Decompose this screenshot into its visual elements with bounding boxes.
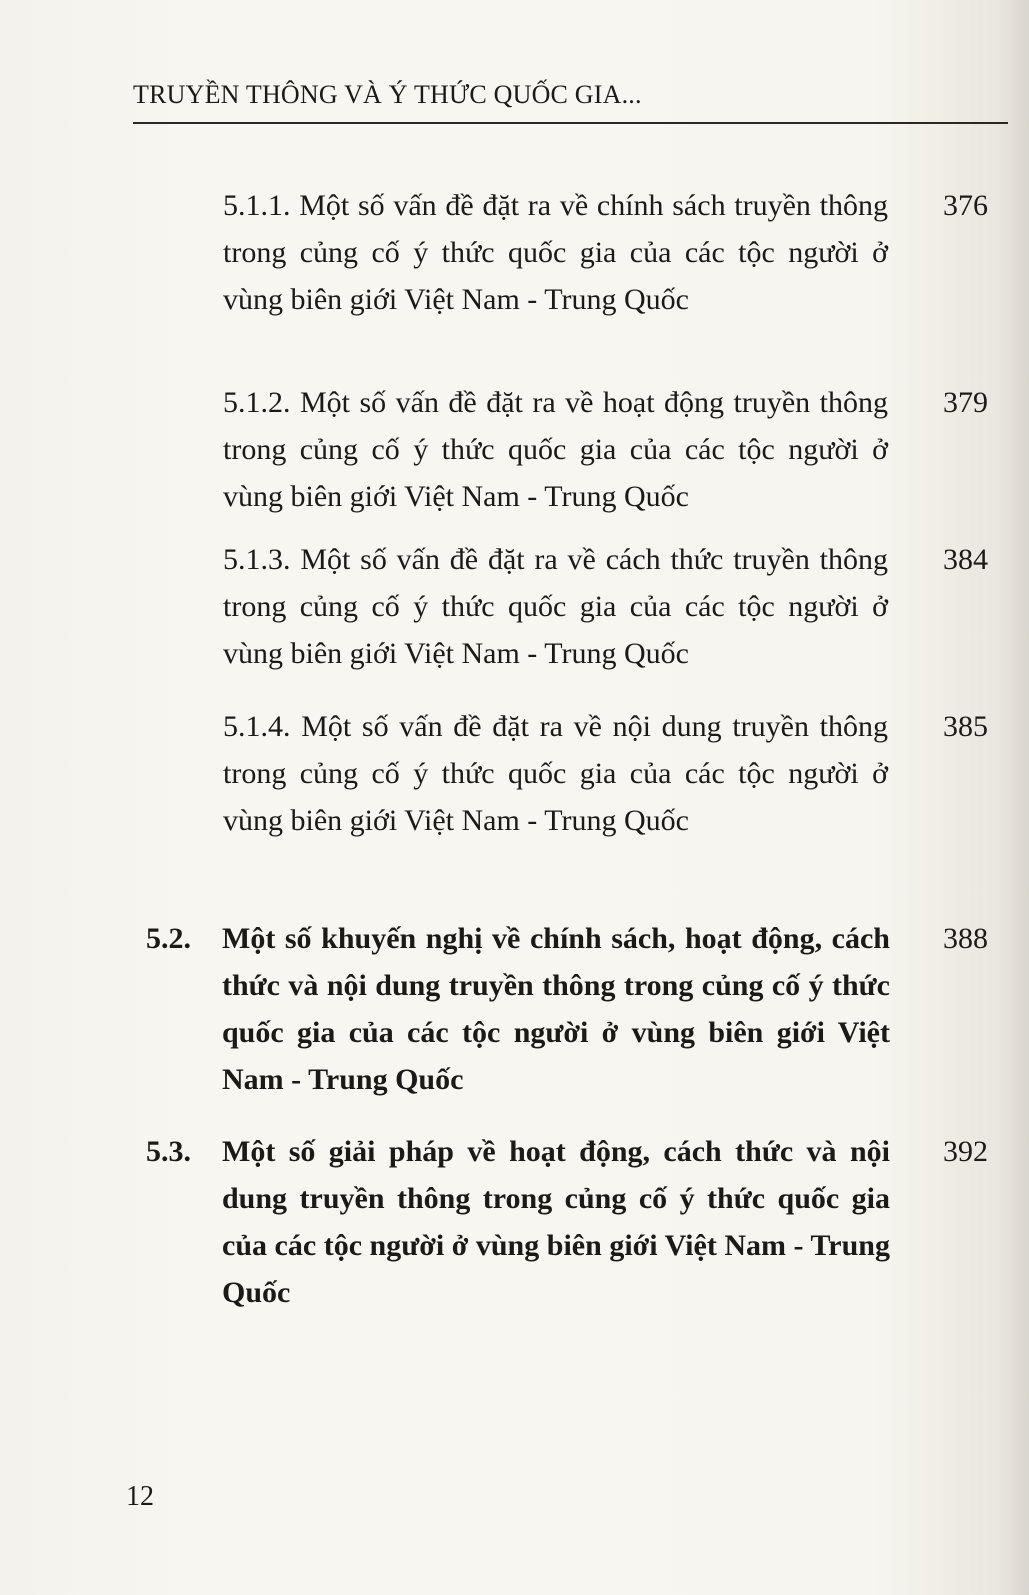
toc-entry-page: 388 — [943, 922, 988, 955]
toc-entry-text: 5.1.4. Một số vấn đề đặt ra về nội dung truyền thông trong củng cố ý thức quốc gia của các tộc người ở vùng biên giới Việt Nam - Trung Quốc — [223, 710, 888, 837]
toc-entry-page: 385 — [943, 710, 988, 743]
page-number: 12 — [126, 1481, 154, 1512]
toc-entry-page: 392 — [943, 1135, 988, 1168]
toc-entry-5-1-3 — [223, 536, 988, 677]
header-title: TRUYỀN THÔNG VÀ Ý THỨC QUỐC GIA... — [133, 80, 642, 109]
toc-entry-number: 5.2. — [146, 922, 191, 955]
running-header — [133, 76, 1008, 124]
toc-entry-number: 5.3. — [146, 1135, 191, 1168]
toc-entry-text: Một số giải pháp về hoạt động, cách thức và nội dung truyền thông trong củng cố ý thức quốc gia của các tộc người ở vùng biên giới Việt Nam - Trung Quốc — [222, 1135, 890, 1309]
toc-entry-text: 5.1.1. Một số vấn đề đặt ra về chính sách truyền thông trong củng cố ý thức quốc gia của các tộc người ở vùng biên giới Việt Nam - Trung Quốc — [223, 189, 888, 316]
toc-entry-page: 384 — [943, 543, 988, 576]
toc-entry-5-1-2 — [223, 379, 988, 520]
toc-entry-text: 5.1.2. Một số vấn đề đặt ra về hoạt động truyền thông trong củng cố ý thức quốc gia của các tộc người ở vùng biên giới Việt Nam - Trung Quốc — [223, 386, 888, 513]
toc-entry-5-1-1 — [223, 182, 988, 370]
toc-entry-text: Một số khuyến nghị về chính sách, hoạt động, cách thức và nội dung truyền thông trong củng cố ý thức quốc gia của các tộc người ở vùng biên giới Việt Nam - Trung Quốc — [222, 922, 890, 1096]
toc-entry-text: 5.1.3. Một số vấn đề đặt ra về cách thức truyền thông trong củng cố ý thức quốc gia của các tộc người ở vùng biên giới Việt Nam - Trung Quốc — [223, 543, 888, 670]
toc-entry-5-2 — [146, 915, 988, 1103]
toc-entry-page: 376 — [943, 189, 988, 222]
toc-entry-5-1-4 — [223, 703, 988, 891]
toc-entry-page: 379 — [943, 386, 988, 419]
toc-entry-5-3 — [146, 1128, 988, 1316]
